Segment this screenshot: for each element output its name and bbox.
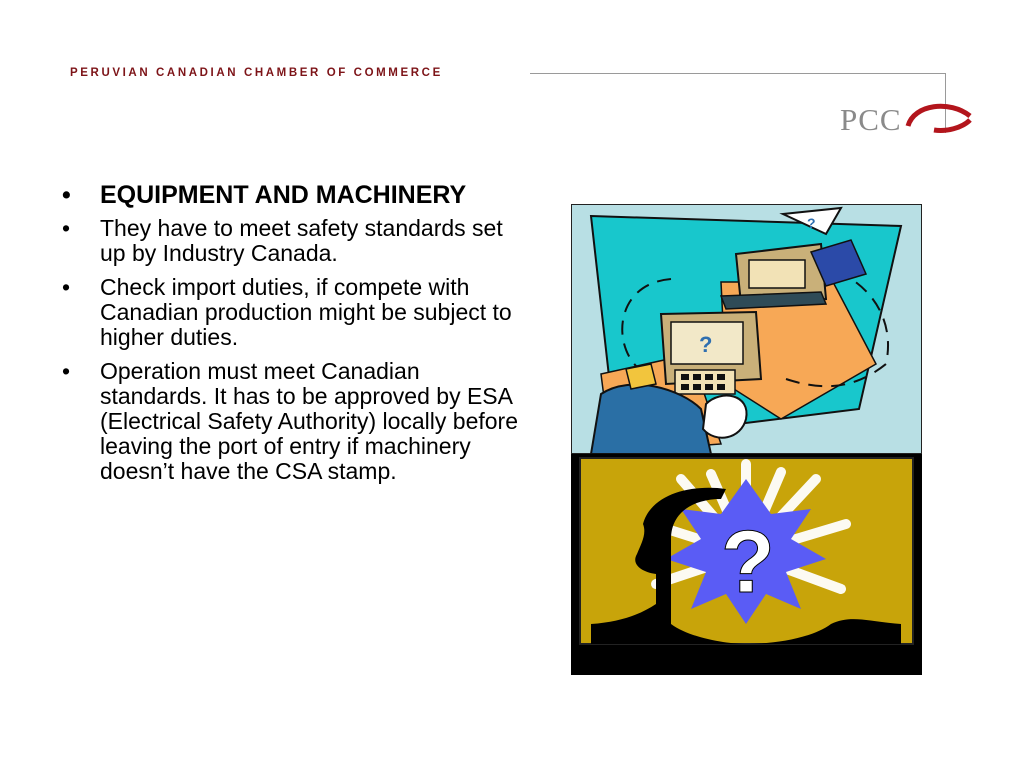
bullet-text: They have to meet safety standards set up by Industry Canada. — [100, 215, 503, 266]
bullet-item — [60, 181, 530, 210]
bullet-icon: • — [62, 181, 71, 209]
logo-swoosh-lower-icon — [934, 120, 970, 131]
bullet-icon: • — [62, 358, 71, 384]
org-name: PERUVIAN CANADIAN CHAMBER OF COMMERCE — [70, 67, 443, 79]
question-mark-screen-icon: ? — [699, 332, 713, 357]
bullet-text: EQUIPMENT AND MACHINERY — [100, 181, 467, 209]
bullet-text: Check import duties, if compete with Canadian production might be subject to higher duties. — [100, 274, 512, 350]
head-question-icon — [571, 454, 922, 675]
bullet-item — [60, 275, 530, 350]
bullet-text: Operation must meet Canadian standards. It has to be approved by ESA (Electrical Safety Authority) locally before leaving the port of entry if machinery doesn’t have the CSA stamp. — [100, 358, 519, 484]
bullet-list — [60, 181, 530, 493]
computer-question-icon — [571, 204, 922, 454]
header-rule — [530, 73, 946, 74]
bullet-item — [60, 216, 530, 266]
bullet-item — [60, 359, 530, 484]
pccc-logo — [838, 96, 974, 138]
bullet-icon: • — [62, 215, 71, 241]
question-mark-small-icon: ? — [807, 215, 816, 231]
logo-swoosh-icon — [908, 106, 970, 126]
bullet-icon: • — [62, 274, 71, 300]
logo-text: PCC — [840, 102, 902, 137]
question-mark-large-icon: ? — [721, 512, 775, 611]
